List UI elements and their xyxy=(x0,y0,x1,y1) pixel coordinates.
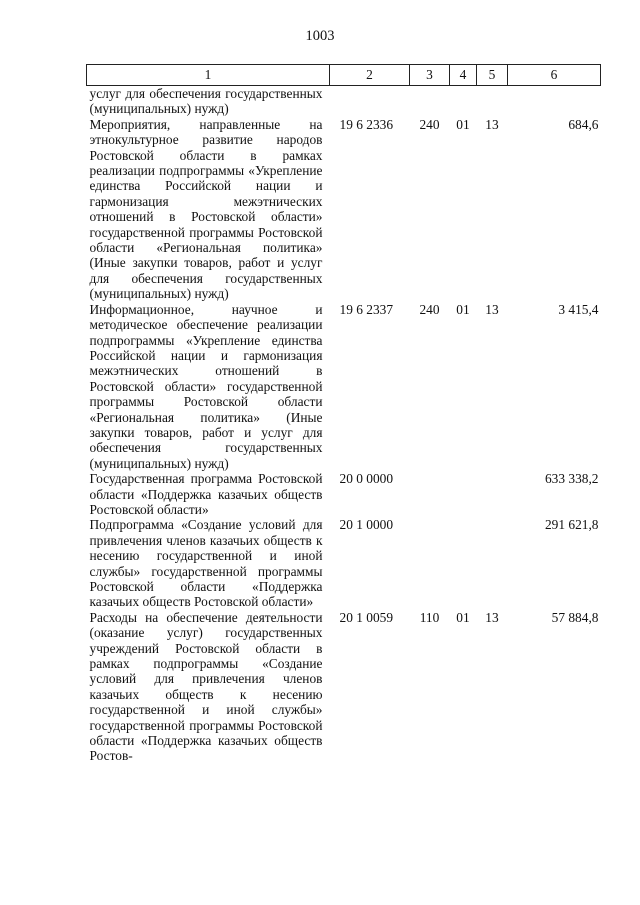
header-col-3: 3 xyxy=(410,65,450,86)
page-number: 1003 xyxy=(305,28,335,44)
row-amount: 633 338,2 xyxy=(544,471,599,487)
row-description: Мероприятия, направленные на этнокультурное развитие народов Ростовской области в рамках реализации подпрограммы «Укрепление единства Российской нации и гармонизация межэтнических отношений в Ростовской области» государственной программы Ростовской области «Региональная политика» (Иные закупки товаров, работ и услуг для обеспечения государственных (муниципальных) нужд) xyxy=(89,116,323,302)
row-amount xyxy=(508,86,601,117)
row-section: 01 xyxy=(456,609,470,625)
row-section xyxy=(450,517,477,609)
row-subsection xyxy=(477,86,508,117)
row-section xyxy=(450,86,477,117)
row-amount: 3 415,4 xyxy=(558,301,599,317)
header-col-2: 2 xyxy=(330,65,410,86)
row-target-code: 20 0 0000 xyxy=(339,471,394,487)
row-subsection: 13 xyxy=(485,609,499,625)
row-amount: 684,6 xyxy=(568,116,599,132)
table-body xyxy=(87,86,601,764)
table-row xyxy=(87,302,601,471)
row-target-code xyxy=(330,86,410,117)
table-row xyxy=(87,517,601,609)
row-subsection: 13 xyxy=(485,116,499,132)
row-subsection xyxy=(477,471,508,517)
table-row xyxy=(87,117,601,302)
row-section: 01 xyxy=(456,116,470,132)
table-header xyxy=(87,65,601,86)
table-row xyxy=(87,610,601,764)
header-col-5: 5 xyxy=(477,65,508,86)
row-expense-type xyxy=(410,517,450,609)
row-description: Расходы на обеспечение деятельности (оказание услуг) государственных учреждений Ростовской области в рамках подпрограммы «Создание условий для привлечения членов казачьих обществ к несению государственной и иной службы» государственной программы Ростовской области «Поддержка казачьих обществ Ростов- xyxy=(89,609,323,764)
row-target-code: 19 6 2337 xyxy=(339,301,394,317)
row-description: Подпрограмма «Создание условий для привлечения членов казачьих обществ к несению государственной и иной службы» государственной программы Ростовской области «Поддержка казачьих обществ Ростовской области» xyxy=(89,517,323,610)
row-expense-type: 110 xyxy=(419,609,440,625)
header-col-6: 6 xyxy=(508,65,601,86)
row-expense-type xyxy=(410,86,450,117)
row-target-code: 19 6 2336 xyxy=(339,116,394,132)
row-expense-type: 240 xyxy=(419,301,440,317)
row-description: Государственная программа Ростовской области «Поддержка казачьих обществ Ростовской области» xyxy=(89,471,323,517)
row-expense-type: 240 xyxy=(419,116,440,132)
header-col-1: 1 xyxy=(87,65,330,86)
header-row xyxy=(87,65,601,86)
table-row xyxy=(87,86,601,117)
row-amount: 291 621,8 xyxy=(544,517,599,533)
row-description: услуг для обеспечения государственных (муниципальных) нужд) xyxy=(89,86,323,117)
row-target-code: 20 1 0000 xyxy=(339,517,394,533)
budget-table xyxy=(86,64,601,764)
row-subsection xyxy=(477,517,508,609)
row-section xyxy=(450,471,477,517)
row-description: Информационное, научное и методическое обеспечение реализации подпрограммы «Укрепление единства Российской нации и гармонизация межэтнических отношений в Ростовской области» государственной программы Ростовской области «Региональная политика» (Иные закупки товаров, работ и услуг для обеспечения государственных (муниципальных) нужд) xyxy=(89,301,323,471)
header-col-4: 4 xyxy=(450,65,477,86)
row-expense-type xyxy=(410,471,450,517)
table-row xyxy=(87,471,601,517)
row-section: 01 xyxy=(456,301,470,317)
row-target-code: 20 1 0059 xyxy=(339,609,394,625)
row-subsection: 13 xyxy=(485,301,499,317)
row-amount: 57 884,8 xyxy=(551,609,599,625)
